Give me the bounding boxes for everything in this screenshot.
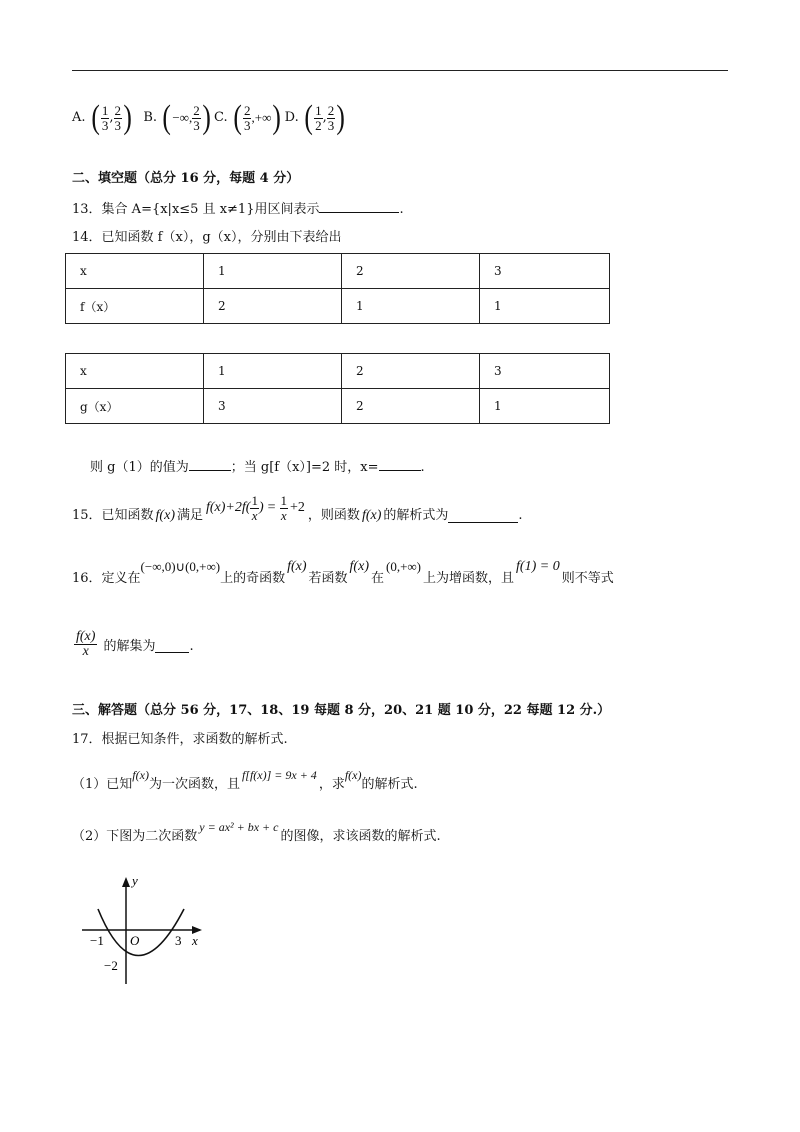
table-cell: g（x） [66, 389, 204, 424]
q15-post2: 的解析式为 [383, 508, 449, 523]
q16-t3: 在 [370, 571, 384, 586]
choice-d-frac2: $\frac{2}{3}$ [327, 102, 335, 133]
origin-label: O [130, 933, 140, 948]
q16-fx: f(x) [287, 559, 307, 574]
table-cell: 3 [480, 254, 610, 289]
q16-pre: 16．定义在 [72, 571, 141, 586]
table-cell: 2 [342, 254, 480, 289]
choice-b-frac: $\frac{2}{3}$ [193, 102, 200, 133]
q16-t5: 则不等式 [561, 571, 614, 586]
choice-c-rparen: ) [272, 99, 282, 136]
q15-post: ，则函数 [307, 508, 360, 523]
q15-frac-2: $\frac{1}{x}$ [280, 492, 288, 523]
q15-fx2: f(x) [361, 508, 382, 523]
q13-blank [319, 200, 399, 213]
q17-p2-post: 的图像，求该函数的解析式. [280, 829, 441, 844]
choice-c [214, 98, 283, 138]
q17-p2-eq: y = ax² + bx + c [199, 820, 279, 834]
q16-inequality: $\frac{f(x)}{x}$ [76, 629, 96, 659]
y-axis-arrow [122, 877, 130, 887]
table-cell: 1 [480, 289, 610, 324]
choice-d-frac1: $\frac{1}{2}$ [315, 102, 322, 133]
q15-fx: f(x) [155, 508, 175, 523]
choice-a-label: A. [72, 110, 86, 125]
choice-b-label: B. [143, 110, 158, 125]
choice-a-sep: , [109, 110, 114, 125]
q17-p1-t2: ，求 [318, 777, 345, 792]
table-cell: 2 [342, 389, 480, 424]
q13-text: 13．集合 A={x|x≤5 且 x≠1}用区间表示 [72, 202, 320, 217]
q15-eq-close: ) [258, 500, 264, 515]
table-row [66, 354, 610, 389]
x-intercept-right-label: 3 [175, 933, 182, 948]
choice-a-frac2: $\frac{2}{3}$ [114, 102, 121, 133]
question-16 [72, 558, 614, 588]
q14-answer-p2: ；当 g[f（x）]=2 时，x= [230, 460, 379, 475]
x-intercept-left-label: −1 [90, 933, 104, 948]
f-table [65, 253, 610, 324]
q16-fx2: f(x) [349, 559, 369, 574]
table-cell: 2 [342, 354, 480, 389]
y-intercept-label: −2 [104, 958, 118, 973]
table-cell: 1 [204, 354, 342, 389]
choice-d-label: D. [284, 110, 299, 125]
q16-blank [155, 640, 189, 653]
q16-t1: 上的奇函数 [220, 571, 286, 586]
choice-d [285, 98, 347, 138]
table-row [66, 289, 610, 324]
q15-frac-1: $\frac{1}{x}$ [251, 492, 258, 523]
section-3-title: 三、解答题（总分 56 分，17、18、19 每题 8 分，20、21 题 10 分，22 每题 12 分.） [72, 703, 611, 718]
choice-d-sep: , [322, 110, 327, 125]
table-cell: x [66, 254, 204, 289]
choice-d-lparen: ( [304, 99, 313, 136]
choice-d-rparen: ) [336, 99, 346, 136]
q17-p1-pre: （1）已知 [72, 777, 133, 792]
q16-interval: (0,+∞) [386, 559, 422, 574]
table-cell: 3 [204, 389, 342, 424]
question-13 [72, 200, 404, 219]
table-cell: 1 [342, 289, 480, 324]
q17-p2-pre: （2）下图为二次函数 [72, 829, 198, 844]
q15-eq-eq: = [267, 500, 276, 515]
choices-row [72, 98, 347, 138]
choice-b-lparen: ( [162, 99, 171, 136]
q17-part2 [72, 820, 441, 846]
table-cell: x [66, 354, 204, 389]
q17-p1-eq: f[f(x)] = 9x + 4 [241, 768, 317, 782]
choice-a-rparen: ) [123, 99, 132, 136]
choice-c-inf: ,+∞ [251, 110, 272, 125]
choice-b [143, 98, 212, 138]
question-17: 17．根据已知条件，求函数的解析式. [72, 732, 288, 747]
table-row [66, 254, 610, 289]
q17-p1-t3: 的解析式. [361, 777, 418, 792]
choice-b-rparen: ) [202, 99, 211, 136]
q17-p1-fx: f(x) [132, 768, 149, 782]
q14-blank-1 [189, 458, 231, 471]
choice-a-frac1: $\frac{1}{3}$ [101, 102, 109, 133]
q14-answer-end: . [420, 460, 425, 475]
choice-a [72, 98, 133, 138]
q15-eq-tail: +2 [290, 500, 305, 515]
choice-c-lparen: ( [233, 99, 242, 136]
q15-eq-lhs: f(x)+2f( [206, 500, 251, 515]
x-axis-label: x [192, 933, 198, 948]
q15-mid: 满足 [176, 508, 203, 523]
choice-c-frac: $\frac{2}{3}$ [243, 102, 251, 133]
table-cell: 2 [204, 289, 342, 324]
section-2-title: 二、填空题（总分 16 分，每题 4 分） [72, 171, 300, 186]
q15-blank [448, 510, 518, 523]
question-15 [72, 492, 523, 536]
q15-pre: 15．已知函数 [72, 508, 154, 523]
table-row [66, 389, 610, 424]
q17-p1-t1: 为一次函数，且 [148, 777, 240, 792]
q14-answer [90, 458, 425, 477]
table-cell: 1 [204, 254, 342, 289]
q16-cond: f(1) = 0 [516, 559, 560, 574]
header-rule [72, 70, 728, 71]
table-cell: f（x） [66, 289, 204, 324]
y-axis-label: y [132, 873, 138, 888]
q15-end: . [518, 508, 523, 523]
choice-a-lparen: ( [90, 99, 100, 136]
q17-part1 [72, 768, 418, 794]
q16-domain: (−∞,0)∪(0,+∞) [140, 559, 221, 574]
q16-t6: 的解集为 [103, 638, 156, 654]
q16-t2: 若函数 [308, 571, 348, 586]
q16-end: . [189, 638, 194, 654]
q14-blank-2 [379, 458, 421, 471]
q15-equation [206, 494, 305, 523]
q13-end: . [399, 202, 404, 217]
table-cell: 1 [480, 389, 610, 424]
parabola-curve [98, 909, 184, 956]
choice-b-inf: −∞, [172, 110, 193, 125]
question-14: 14．已知函数 f（x），g（x），分别由下表给出 [72, 230, 342, 245]
q16-inequality-line [74, 630, 194, 659]
choice-c-label: C. [214, 110, 228, 125]
q17-p1-fx2: f(x) [344, 768, 362, 782]
q16-t4: 上为增函数，且 [423, 571, 515, 586]
g-table [65, 353, 610, 424]
table-cell: 3 [480, 354, 610, 389]
parabola-graph [72, 866, 222, 991]
q14-answer-p1: 则 g（1）的值为 [90, 460, 189, 475]
